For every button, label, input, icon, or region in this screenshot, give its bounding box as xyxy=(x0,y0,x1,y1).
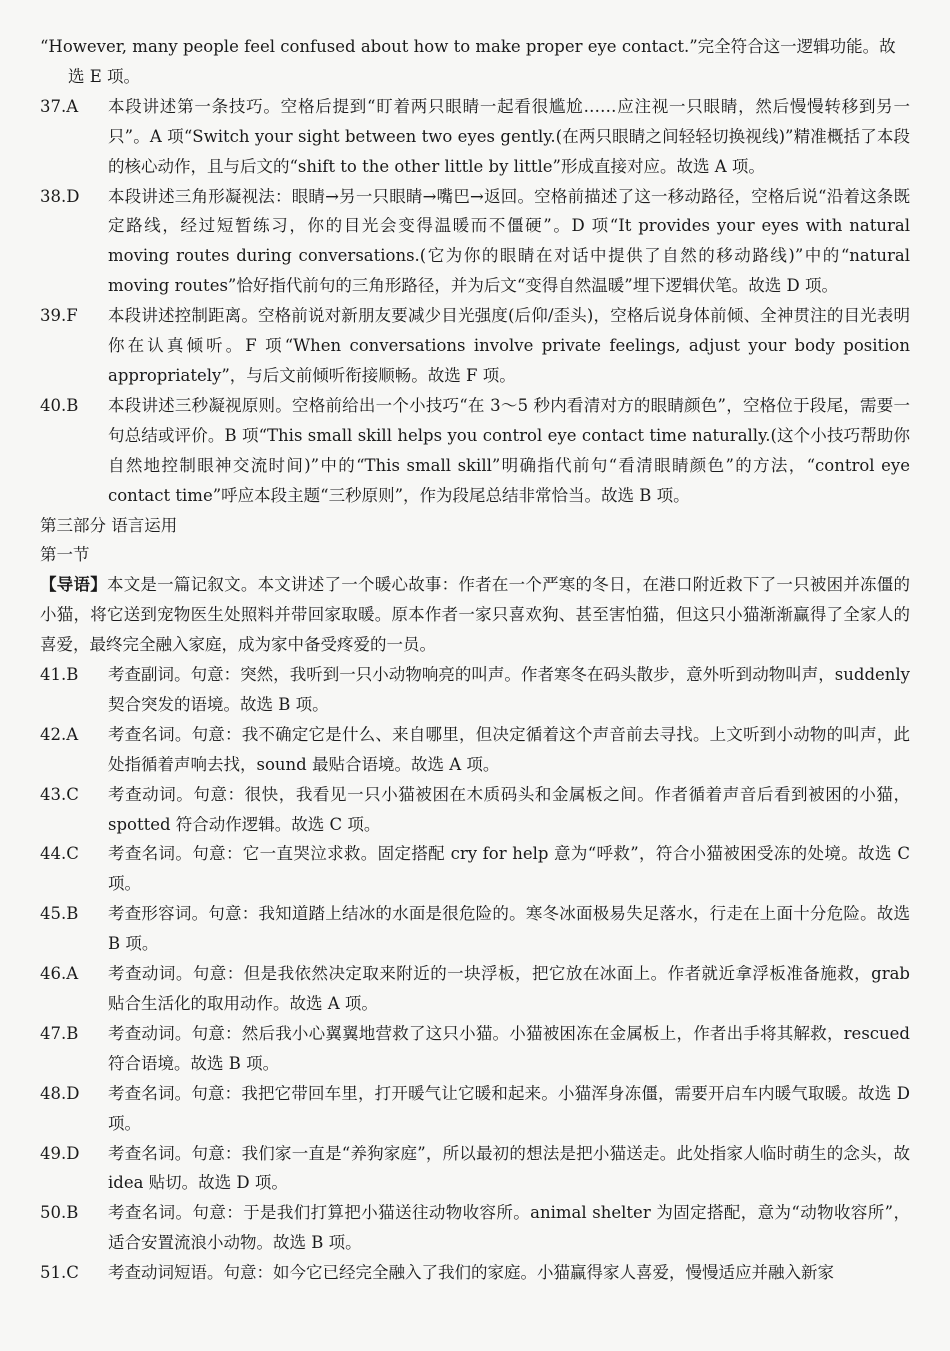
answer-explanation: 考查动词。句意：但是我依然决定取来附近的一块浮板，把它放在冰面上。作者就近拿浮板准备施救，grab 贴合生活化的取用动作。故选 A 项。 xyxy=(108,964,910,1013)
answer-explanation: 考查动词。句意：很快，我看见一只小猫被困在木质码头和金属板之间。作者循着声音后看到被困的小猫，spotted 符合动作逻辑。故选 C 项。 xyxy=(108,784,910,834)
answer-item-48 xyxy=(40,1079,910,1139)
top-fragment-line: “However, many people feel confused about how to make proper eye contact.”完全符合这一逻辑功能。故 xyxy=(40,37,896,56)
answer-number: 44.C xyxy=(40,844,79,864)
answer-explanation: 本段讲述三角形凝视法：眼睛→另一只眼睛→嘴巴→返回。空格前描述了这一移动路径，空格后说“沿着这条既定路线，经过短暂练习，你的目光会变得温暖而不僵硬”。D 项“It provides your eyes with natural moving routes during conversations.(它为你的眼睛在对话中提供了自然的移动路线)”中的“natural moving routes”恰好指代前句的三角形路径，并为后文“变得自然温暖”埋下逻辑伏笔。故选 D 项。 xyxy=(108,186,910,296)
answer-item-38 xyxy=(40,182,910,302)
answer-number: 47.B xyxy=(40,1023,79,1043)
answer-explanation: 考查名词。句意：我们家一直是“养狗家庭”，所以最初的想法是把小猫送走。此处指家人临时萌生的念头，故 idea 贴切。故选 D 项。 xyxy=(108,1143,910,1193)
answer-explanation: 考查动词。句意：然后我小心翼翼地营救了这只小猫。小猫被困冻在金属板上，作者出手将其解救，rescued 符合语境。故选 B 项。 xyxy=(108,1023,910,1073)
answer-explanation: 本段讲述控制距离。空格前说对新朋友要减少目光强度(后仰/歪头)，空格后说身体前倾、全神贯注的目光表明你在认真倾听。F 项“When conversations involve private feelings, adjust your body position appropriately”，与后文前倾听衔接顺畅。故选 F 项。 xyxy=(108,306,910,385)
answer-number: 41.B xyxy=(40,665,79,685)
intro-text: 本文是一篇记叙文。本文讲述了一个暖心故事：作者在一个严寒的冬日，在港口附近救下了一只被困并冻僵的小猫，将它送到宠物医生处照料并带回家取暖。原本作者一家只喜欢狗、甚至害怕猫，但这只小猫渐渐赢得了全家人的喜爱，最终完全融入家庭，成为家中备受疼爱的一员。 xyxy=(40,575,911,655)
answer-explanation: 本段讲述第一条技巧。空格后提到“盯着两只眼睛一起看很尴尬……应注视一只眼睛，然后慢慢转移到另一只”。A 项“Switch your sight between two eyes gently.(在两只眼睛之间轻轻切换视线)”精准概括了本段的核心动作，且与后文的“shift to the other little by little”形成直接对应。故选 A 项。 xyxy=(108,96,910,176)
part-title: 第三部分 语言运用 xyxy=(40,515,178,535)
answer-explanation: 考查副词。句意：突然，我听到一只小动物响亮的叫声。作者寒冬在码头散步，意外听到动物叫声，suddenly 契合突发的语境。故选 B 项。 xyxy=(108,665,910,714)
answer-number: 38.D xyxy=(40,186,80,206)
answer-explanation: 考查名词。句意：它一直哭泣求救。固定搭配 cry for help 意为“呼救”，符合小猫被困受冻的处境。故选 C 项。 xyxy=(108,844,910,894)
answer-explanation: 考查动词短语。句意：如今它已经完全融入了我们的家庭。小猫赢得家人喜爱，慢慢适应并融入新家 xyxy=(108,1263,834,1283)
answer-item-46 xyxy=(40,959,910,1019)
answer-item-42 xyxy=(40,720,910,780)
answer-item-51 xyxy=(40,1258,910,1288)
answer-number: 37.A xyxy=(40,96,79,116)
section-title: 第一节 xyxy=(40,545,90,565)
answer-item-50 xyxy=(40,1198,910,1258)
answer-item-37 xyxy=(40,92,910,182)
top-fragment-continuation: 选 E 项。 xyxy=(68,66,141,86)
answer-number: 50.B xyxy=(40,1203,79,1223)
answer-number: 39.F xyxy=(40,306,78,326)
answer-item-45 xyxy=(40,899,910,959)
answer-item-43 xyxy=(40,780,910,840)
answer-item-44 xyxy=(40,839,910,899)
answer-number: 40.B xyxy=(40,395,79,415)
answer-number: 46.A xyxy=(40,964,79,984)
intro-label: 【导语】 xyxy=(40,575,107,595)
answer-item-47 xyxy=(40,1019,910,1079)
answer-item-39 xyxy=(40,301,910,391)
answer-explanation: 考查名词。句意：于是我们打算把小猫送往动物收容所。animal shelter 为固定搭配，意为“动物收容所”，适合安置流浪小动物。故选 B 项。 xyxy=(108,1203,910,1253)
answer-explanation: 考查形容词。句意：我知道踏上结冰的水面是很危险的。寒冬冰面极易失足落水，行走在上面十分危险。故选 B 项。 xyxy=(108,904,910,954)
answer-number: 48.D xyxy=(40,1083,80,1103)
answer-explanation: 考查名词。句意：我不确定它是什么、来自哪里，但决定循着这个声音前去寻找。上文听到小动物的叫声，此处指循着声响去找，sound 最贴合语境。故选 A 项。 xyxy=(108,724,910,774)
answer-number: 51.C xyxy=(40,1263,79,1283)
answer-number: 49.D xyxy=(40,1143,80,1163)
answer-item-49 xyxy=(40,1139,910,1199)
answer-item-41 xyxy=(40,660,910,720)
answer-number: 43.C xyxy=(40,784,79,804)
answer-number: 42.A xyxy=(40,724,79,744)
answer-item-40 xyxy=(40,391,910,511)
answer-explanation: 本段讲述三秒凝视原则。空格前给出一个小技巧“在 3～5 秒内看清对方的眼睛颜色”，空格位于段尾，需要一句总结或评价。B 项“This small skill helps you control eye contact time naturally.(这个小技巧帮助你自然地控制眼神交流时间)”中的“This small skill”明确指代前句“看清眼睛颜色”的方法，“control eye contact time”呼应本段主题“三秒原则”，作为段尾总结非常恰当。故选 B 项。 xyxy=(108,395,910,505)
answer-number: 45.B xyxy=(40,904,79,924)
answer-explanation: 考查名词。句意：我把它带回车里，打开暖气让它暖和起来。小猫浑身冻僵，需要开启车内暖气取暖。故选 D 项。 xyxy=(108,1083,910,1133)
intro-paragraph xyxy=(40,570,910,660)
